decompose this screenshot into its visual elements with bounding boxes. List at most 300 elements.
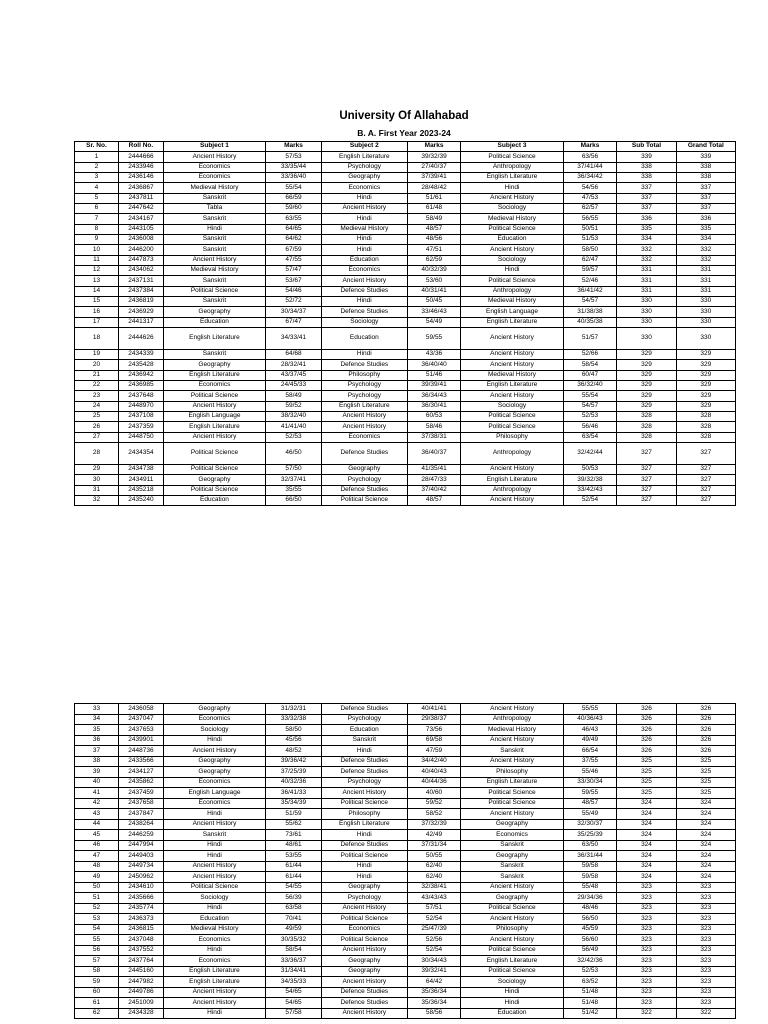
cell-marks-3: 63/54 bbox=[563, 432, 617, 442]
cell-subject-3: Ancient History bbox=[461, 464, 563, 474]
cell-grand-total: 323 bbox=[676, 935, 735, 946]
cell-marks-3: 46/43 bbox=[563, 725, 617, 736]
cell-subject-1: Sociology bbox=[163, 893, 265, 904]
cell-sub-total: 324 bbox=[617, 840, 676, 851]
table-row bbox=[75, 935, 736, 946]
cell-sub-total: 330 bbox=[617, 307, 676, 317]
cell-marks-2: 28/47/33 bbox=[407, 475, 461, 485]
cell-sr-no: 3 bbox=[75, 172, 119, 182]
cell-grand-total: 323 bbox=[676, 924, 735, 935]
cell-subject-2: Political Science bbox=[322, 798, 408, 809]
cell-roll-no: 2434911 bbox=[118, 475, 163, 485]
cell-roll-no: 2451009 bbox=[118, 998, 163, 1009]
cell-subject-3: Sociology bbox=[461, 203, 563, 213]
cell-subject-2: Defence Studies bbox=[322, 998, 408, 1009]
cell-roll-no: 2443105 bbox=[118, 224, 163, 234]
cell-marks-3: 58/50 bbox=[563, 245, 617, 255]
cell-marks-3: 63/56 bbox=[563, 152, 617, 162]
cell-subject-2: Defence Studies bbox=[322, 360, 408, 370]
cell-marks-3: 37/55 bbox=[563, 756, 617, 767]
cell-sub-total: 323 bbox=[617, 882, 676, 893]
cell-sub-total: 329 bbox=[617, 349, 676, 359]
cell-marks-3: 54/57 bbox=[563, 296, 617, 306]
cell-sr-no: 26 bbox=[75, 422, 119, 432]
cell-subject-2: Ancient History bbox=[322, 203, 408, 213]
cell-sr-no: 18 bbox=[75, 327, 119, 349]
table-row bbox=[75, 401, 736, 411]
cell-marks-3: 33/30/34 bbox=[563, 777, 617, 788]
cell-subject-1: Sanskrit bbox=[163, 296, 265, 306]
cell-subject-3: Anthropology bbox=[461, 162, 563, 172]
cell-marks-2: 40/41/41 bbox=[407, 704, 461, 715]
cell-subject-1: Hindi bbox=[163, 224, 265, 234]
cell-roll-no: 2437764 bbox=[118, 956, 163, 967]
table-row bbox=[75, 203, 736, 213]
cell-grand-total: 326 bbox=[676, 746, 735, 757]
cell-marks-1: 67/59 bbox=[266, 245, 322, 255]
cell-marks-3: 31/38/38 bbox=[563, 307, 617, 317]
cell-marks-1: 61/44 bbox=[266, 861, 322, 872]
cell-marks-3: 32/42/44 bbox=[563, 442, 617, 464]
cell-grand-total: 327 bbox=[676, 475, 735, 485]
cell-grand-total: 324 bbox=[676, 840, 735, 851]
cell-roll-no: 2446200 bbox=[118, 245, 163, 255]
cell-grand-total: 335 bbox=[676, 224, 735, 234]
cell-subject-3: Medieval History bbox=[461, 370, 563, 380]
cell-grand-total: 338 bbox=[676, 172, 735, 182]
cell-sub-total: 326 bbox=[617, 735, 676, 746]
cell-roll-no: 2435218 bbox=[118, 485, 163, 495]
cell-subject-3: Anthropology bbox=[461, 286, 563, 296]
cell-roll-no: 2436867 bbox=[118, 183, 163, 193]
cell-sub-total: 331 bbox=[617, 265, 676, 275]
cell-subject-2: Hindi bbox=[322, 746, 408, 757]
table-row bbox=[75, 349, 736, 359]
cell-sub-total: 323 bbox=[617, 966, 676, 977]
cell-marks-3: 51/53 bbox=[563, 234, 617, 244]
cell-subject-2: Economics bbox=[322, 183, 408, 193]
cell-grand-total: 324 bbox=[676, 809, 735, 820]
page-subtitle: B. A. First Year 2023-24 bbox=[357, 128, 451, 138]
cell-subject-2: Sociology bbox=[322, 317, 408, 327]
cell-roll-no: 2435774 bbox=[118, 903, 163, 914]
cell-subject-2: Geography bbox=[322, 172, 408, 182]
cell-subject-2: Hindi bbox=[322, 193, 408, 203]
cell-roll-no: 2437552 bbox=[118, 945, 163, 956]
cell-marks-2: 48/57 bbox=[407, 495, 461, 505]
cell-sr-no: 45 bbox=[75, 830, 119, 841]
cell-roll-no: 2436008 bbox=[118, 234, 163, 244]
cell-marks-2: 50/55 bbox=[407, 851, 461, 862]
cell-subject-1: Hindi bbox=[163, 903, 265, 914]
cell-sr-no: 54 bbox=[75, 924, 119, 935]
cell-roll-no: 2435862 bbox=[118, 777, 163, 788]
cell-marks-3: 50/51 bbox=[563, 224, 617, 234]
cell-subject-1: Geography bbox=[163, 360, 265, 370]
cell-subject-2: Ancient History bbox=[322, 276, 408, 286]
cell-subject-3: Education bbox=[461, 234, 563, 244]
cell-subject-1: Education bbox=[163, 317, 265, 327]
cell-marks-2: 60/53 bbox=[407, 411, 461, 421]
cell-marks-3: 47/53 bbox=[563, 193, 617, 203]
cell-sub-total: 329 bbox=[617, 380, 676, 390]
cell-marks-1: 54/46 bbox=[266, 286, 322, 296]
cell-sr-no: 6 bbox=[75, 203, 119, 213]
table-row bbox=[75, 725, 736, 736]
cell-sub-total: 324 bbox=[617, 819, 676, 830]
cell-subject-2: Hindi bbox=[322, 296, 408, 306]
header-row bbox=[75, 142, 736, 152]
table-row bbox=[75, 851, 736, 862]
column-header-subject-2: Subject 2 bbox=[322, 142, 408, 152]
cell-roll-no: 2449403 bbox=[118, 851, 163, 862]
cell-roll-no: 2447873 bbox=[118, 255, 163, 265]
cell-roll-no: 2447982 bbox=[118, 977, 163, 988]
cell-marks-1: 59/52 bbox=[266, 401, 322, 411]
table-row bbox=[75, 286, 736, 296]
cell-marks-1: 33/36/37 bbox=[266, 956, 322, 967]
table-row bbox=[75, 152, 736, 162]
cell-roll-no: 2436942 bbox=[118, 370, 163, 380]
cell-marks-2: 33/46/43 bbox=[407, 307, 461, 317]
cell-subject-3: Anthropology bbox=[461, 442, 563, 464]
cell-marks-2: 35/36/34 bbox=[407, 987, 461, 998]
cell-sub-total: 327 bbox=[617, 464, 676, 474]
cell-subject-1: Tabla bbox=[163, 203, 265, 213]
cell-roll-no: 2448736 bbox=[118, 746, 163, 757]
cell-marks-2: 64/42 bbox=[407, 977, 461, 988]
cell-subject-1: Geography bbox=[163, 704, 265, 715]
cell-sr-no: 38 bbox=[75, 756, 119, 767]
cell-grand-total: 329 bbox=[676, 360, 735, 370]
cell-subject-3: Ancient History bbox=[461, 914, 563, 925]
cell-subject-1: Ancient History bbox=[163, 861, 265, 872]
cell-marks-1: 33/36/40 bbox=[266, 172, 322, 182]
cell-sr-no: 50 bbox=[75, 882, 119, 893]
cell-subject-1: Geography bbox=[163, 756, 265, 767]
cell-grand-total: 323 bbox=[676, 903, 735, 914]
cell-subject-3: Ancient History bbox=[461, 704, 563, 715]
column-header-grand-total: Grand Total bbox=[676, 142, 735, 152]
cell-roll-no: 2438264 bbox=[118, 819, 163, 830]
cell-sub-total: 327 bbox=[617, 485, 676, 495]
cell-sub-total: 332 bbox=[617, 245, 676, 255]
cell-subject-3: Anthropology bbox=[461, 714, 563, 725]
cell-grand-total: 327 bbox=[676, 442, 735, 464]
cell-marks-3: 52/66 bbox=[563, 349, 617, 359]
cell-marks-3: 50/53 bbox=[563, 464, 617, 474]
cell-subject-1: Ancient History bbox=[163, 152, 265, 162]
table-row bbox=[75, 746, 736, 757]
cell-roll-no: 2447994 bbox=[118, 840, 163, 851]
cell-subject-3: Sanskrit bbox=[461, 840, 563, 851]
cell-sub-total: 337 bbox=[617, 203, 676, 213]
cell-marks-1: 63/55 bbox=[266, 214, 322, 224]
cell-marks-2: 58/49 bbox=[407, 214, 461, 224]
cell-sub-total: 326 bbox=[617, 725, 676, 736]
cell-sub-total: 323 bbox=[617, 893, 676, 904]
table-row bbox=[75, 903, 736, 914]
cell-subject-3: Sanskrit bbox=[461, 872, 563, 883]
table-row bbox=[75, 296, 736, 306]
table-row bbox=[75, 411, 736, 421]
cell-marks-2: 52/56 bbox=[407, 935, 461, 946]
cell-subject-1: Economics bbox=[163, 714, 265, 725]
cell-marks-2: 29/38/37 bbox=[407, 714, 461, 725]
table-row bbox=[75, 224, 736, 234]
cell-subject-2: Hindi bbox=[322, 872, 408, 883]
table-row bbox=[75, 830, 736, 841]
cell-marks-3: 59/58 bbox=[563, 861, 617, 872]
cell-subject-3: Geography bbox=[461, 893, 563, 904]
table-row bbox=[75, 714, 736, 725]
cell-marks-2: 36/34/43 bbox=[407, 391, 461, 401]
table-row bbox=[75, 998, 736, 1009]
cell-grand-total: 336 bbox=[676, 214, 735, 224]
cell-sr-no: 60 bbox=[75, 987, 119, 998]
cell-marks-1: 35/34/39 bbox=[266, 798, 322, 809]
cell-marks-2: 62/40 bbox=[407, 861, 461, 872]
cell-subject-3: Political Science bbox=[461, 798, 563, 809]
cell-subject-2: Defence Studies bbox=[322, 307, 408, 317]
cell-subject-2: English Literature bbox=[322, 819, 408, 830]
cell-marks-2: 32/38/41 bbox=[407, 882, 461, 893]
cell-subject-3: Political Science bbox=[461, 411, 563, 421]
cell-marks-3: 51/48 bbox=[563, 998, 617, 1009]
cell-subject-2: Economics bbox=[322, 432, 408, 442]
cell-subject-2: Defence Studies bbox=[322, 987, 408, 998]
cell-marks-2: 62/40 bbox=[407, 872, 461, 883]
cell-subject-1: English Language bbox=[163, 411, 265, 421]
cell-subject-3: Ancient History bbox=[461, 193, 563, 203]
cell-subject-3: Sociology bbox=[461, 255, 563, 265]
cell-subject-2: Ancient History bbox=[322, 422, 408, 432]
cell-subject-1: Political Science bbox=[163, 485, 265, 495]
cell-grand-total: 329 bbox=[676, 370, 735, 380]
cell-sub-total: 335 bbox=[617, 224, 676, 234]
cell-subject-1: Education bbox=[163, 495, 265, 505]
cell-sr-no: 15 bbox=[75, 296, 119, 306]
cell-sub-total: 338 bbox=[617, 162, 676, 172]
column-header-marks-3: Marks bbox=[563, 142, 617, 152]
cell-marks-1: 57/50 bbox=[266, 464, 322, 474]
cell-roll-no: 2437811 bbox=[118, 193, 163, 203]
cell-marks-1: 66/50 bbox=[266, 495, 322, 505]
cell-marks-1: 55/62 bbox=[266, 819, 322, 830]
cell-subject-2: Hindi bbox=[322, 349, 408, 359]
cell-sr-no: 36 bbox=[75, 735, 119, 746]
table-row bbox=[75, 307, 736, 317]
cell-roll-no: 2434610 bbox=[118, 882, 163, 893]
cell-sub-total: 323 bbox=[617, 935, 676, 946]
cell-grand-total: 331 bbox=[676, 276, 735, 286]
cell-subject-1: Ancient History bbox=[163, 872, 265, 883]
cell-sr-no: 9 bbox=[75, 234, 119, 244]
cell-subject-1: Sanskrit bbox=[163, 276, 265, 286]
cell-marks-3: 55/49 bbox=[563, 809, 617, 820]
cell-grand-total: 323 bbox=[676, 893, 735, 904]
cell-marks-1: 58/50 bbox=[266, 725, 322, 736]
cell-roll-no: 2436929 bbox=[118, 307, 163, 317]
cell-marks-3: 56/60 bbox=[563, 935, 617, 946]
cell-marks-3: 63/52 bbox=[563, 977, 617, 988]
cell-roll-no: 2437131 bbox=[118, 276, 163, 286]
cell-subject-1: English Literature bbox=[163, 327, 265, 349]
cell-sr-no: 52 bbox=[75, 903, 119, 914]
cell-subject-2: Defence Studies bbox=[322, 756, 408, 767]
cell-grand-total: 329 bbox=[676, 380, 735, 390]
cell-subject-1: Economics bbox=[163, 798, 265, 809]
cell-marks-1: 52/72 bbox=[266, 296, 322, 306]
cell-sr-no: 11 bbox=[75, 255, 119, 265]
cell-roll-no: 2437653 bbox=[118, 725, 163, 736]
cell-marks-1: 38/32/40 bbox=[266, 411, 322, 421]
cell-marks-3: 62/57 bbox=[563, 203, 617, 213]
cell-grand-total: 331 bbox=[676, 265, 735, 275]
cell-subject-3: English Literature bbox=[461, 777, 563, 788]
cell-marks-3: 48/46 bbox=[563, 903, 617, 914]
cell-marks-1: 49/59 bbox=[266, 924, 322, 935]
cell-subject-3: Political Science bbox=[461, 903, 563, 914]
cell-grand-total: 328 bbox=[676, 422, 735, 432]
cell-roll-no: 2434062 bbox=[118, 265, 163, 275]
cell-grand-total: 325 bbox=[676, 788, 735, 799]
cell-sr-no: 48 bbox=[75, 861, 119, 872]
cell-subject-3: Ancient History bbox=[461, 360, 563, 370]
cell-subject-2: Hindi bbox=[322, 234, 408, 244]
cell-subject-1: Hindi bbox=[163, 840, 265, 851]
cell-subject-2: Sanskrit bbox=[322, 735, 408, 746]
cell-marks-2: 61/48 bbox=[407, 203, 461, 213]
table-row bbox=[75, 809, 736, 820]
cell-marks-3: 54/56 bbox=[563, 183, 617, 193]
cell-subject-2: Geography bbox=[322, 464, 408, 474]
table-row bbox=[75, 245, 736, 255]
cell-marks-1: 51/59 bbox=[266, 809, 322, 820]
cell-sub-total: 329 bbox=[617, 391, 676, 401]
cell-marks-2: 39/32/39 bbox=[407, 152, 461, 162]
table-row bbox=[75, 172, 736, 182]
cell-subject-2: Education bbox=[322, 327, 408, 349]
cell-marks-1: 59/60 bbox=[266, 203, 322, 213]
cell-marks-1: 31/34/41 bbox=[266, 966, 322, 977]
cell-sub-total: 330 bbox=[617, 317, 676, 327]
cell-subject-3: Economics bbox=[461, 830, 563, 841]
cell-sr-no: 61 bbox=[75, 998, 119, 1009]
cell-marks-2: 37/39/41 bbox=[407, 172, 461, 182]
cell-marks-2: 73/56 bbox=[407, 725, 461, 736]
cell-sub-total: 323 bbox=[617, 914, 676, 925]
cell-subject-1: Political Science bbox=[163, 391, 265, 401]
cell-subject-2: Defence Studies bbox=[322, 485, 408, 495]
table-row bbox=[75, 234, 736, 244]
cell-subject-2: Economics bbox=[322, 265, 408, 275]
cell-subject-2: Political Science bbox=[322, 935, 408, 946]
cell-roll-no: 2450962 bbox=[118, 872, 163, 883]
cell-subject-3: Hindi bbox=[461, 265, 563, 275]
cell-grand-total: 325 bbox=[676, 767, 735, 778]
cell-grand-total: 325 bbox=[676, 756, 735, 767]
cell-grand-total: 324 bbox=[676, 819, 735, 830]
cell-sr-no: 27 bbox=[75, 432, 119, 442]
cell-sr-no: 37 bbox=[75, 746, 119, 757]
cell-subject-3: Philosophy bbox=[461, 432, 563, 442]
cell-marks-2: 50/45 bbox=[407, 296, 461, 306]
cell-sr-no: 28 bbox=[75, 442, 119, 464]
cell-marks-1: 73/61 bbox=[266, 830, 322, 841]
cell-subject-1: English Literature bbox=[163, 966, 265, 977]
cell-marks-3: 36/34/42 bbox=[563, 172, 617, 182]
cell-subject-2: Economics bbox=[322, 924, 408, 935]
cell-subject-2: Ancient History bbox=[322, 945, 408, 956]
cell-subject-3: English Literature bbox=[461, 380, 563, 390]
cell-roll-no: 2437108 bbox=[118, 411, 163, 421]
cell-subject-3: English Literature bbox=[461, 956, 563, 967]
cell-subject-3: Ancient History bbox=[461, 735, 563, 746]
cell-roll-no: 2449786 bbox=[118, 987, 163, 998]
cell-sub-total: 327 bbox=[617, 442, 676, 464]
table-row bbox=[75, 924, 736, 935]
cell-marks-2: 40/32/39 bbox=[407, 265, 461, 275]
cell-subject-1: Geography bbox=[163, 307, 265, 317]
cell-sub-total: 325 bbox=[617, 756, 676, 767]
cell-grand-total: 337 bbox=[676, 193, 735, 203]
cell-marks-2: 36/30/41 bbox=[407, 401, 461, 411]
cell-roll-no: 2444666 bbox=[118, 152, 163, 162]
cell-subject-3: Sanskrit bbox=[461, 861, 563, 872]
table-row bbox=[75, 735, 736, 746]
cell-marks-1: 47/55 bbox=[266, 255, 322, 265]
cell-marks-1: 33/32/38 bbox=[266, 714, 322, 725]
cell-subject-1: Medieval History bbox=[163, 183, 265, 193]
cell-subject-3: Political Science bbox=[461, 152, 563, 162]
cell-subject-1: Geography bbox=[163, 475, 265, 485]
cell-grand-total: 330 bbox=[676, 307, 735, 317]
cell-grand-total: 324 bbox=[676, 830, 735, 841]
cell-roll-no: 2436373 bbox=[118, 914, 163, 925]
cell-subject-3: Education bbox=[461, 1008, 563, 1019]
cell-marks-3: 29/34/36 bbox=[563, 893, 617, 904]
table-row bbox=[75, 265, 736, 275]
cell-marks-2: 40/40/43 bbox=[407, 767, 461, 778]
cell-sr-no: 8 bbox=[75, 224, 119, 234]
table-row bbox=[75, 422, 736, 432]
cell-marks-1: 36/41/33 bbox=[266, 788, 322, 799]
cell-subject-2: Psychology bbox=[322, 777, 408, 788]
cell-marks-2: 62/59 bbox=[407, 255, 461, 265]
cell-marks-1: 55/54 bbox=[266, 183, 322, 193]
cell-grand-total: 323 bbox=[676, 998, 735, 1009]
cell-marks-2: 27/40/37 bbox=[407, 162, 461, 172]
cell-subject-1: Economics bbox=[163, 777, 265, 788]
cell-sub-total: 324 bbox=[617, 830, 676, 841]
cell-grand-total: 330 bbox=[676, 317, 735, 327]
cell-sub-total: 332 bbox=[617, 255, 676, 265]
cell-sub-total: 323 bbox=[617, 956, 676, 967]
cell-subject-3: Hindi bbox=[461, 998, 563, 1009]
cell-subject-1: Hindi bbox=[163, 735, 265, 746]
cell-marks-3: 52/53 bbox=[563, 411, 617, 421]
table-row bbox=[75, 872, 736, 883]
cell-subject-3: English Literature bbox=[461, 172, 563, 182]
cell-sub-total: 331 bbox=[617, 286, 676, 296]
table-row bbox=[75, 956, 736, 967]
cell-marks-1: 70/41 bbox=[266, 914, 322, 925]
cell-subject-3: Philosophy bbox=[461, 924, 563, 935]
table-row bbox=[75, 391, 736, 401]
cell-grand-total: 329 bbox=[676, 401, 735, 411]
cell-subject-2: Ancient History bbox=[322, 411, 408, 421]
